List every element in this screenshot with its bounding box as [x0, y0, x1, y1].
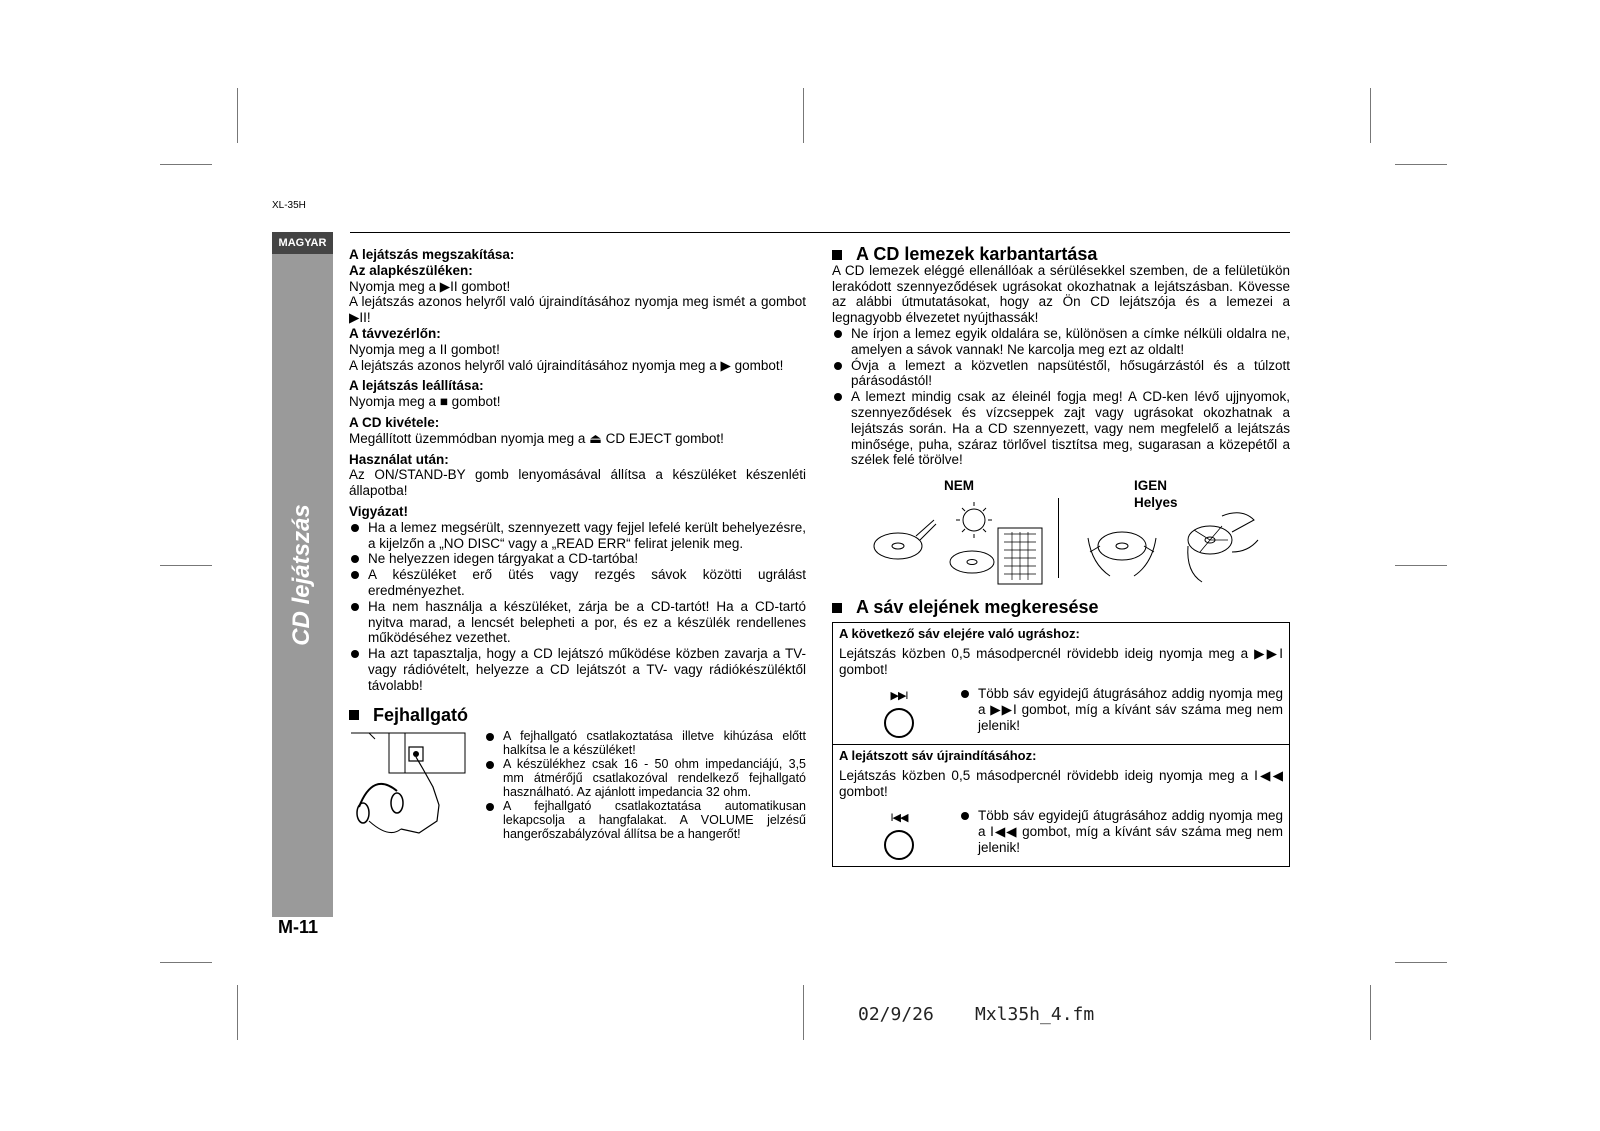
prev-multi: Több sáv egyidejű átugrásához addig nyomja meg a I◀◀ gombot, míg a kívánt sáv száma meg nem jelenik!: [959, 808, 1283, 860]
figure-divider: [1058, 498, 1059, 578]
track-title: A sáv elejének megkeresése: [856, 597, 1099, 618]
caution-item: Ha nem használja a készüléket, zárja be a CD-tartót! Ha a CD-tartó nyitva marad, a lencsét belepheti a por, és ez a készülék rendellenes működéséhez vezethet.: [349, 599, 806, 646]
prev-multi-row: [839, 808, 1283, 860]
wrong-handling-icon: [872, 492, 1052, 588]
label-correct: Helyes: [1134, 495, 1178, 511]
prev-track-section: [833, 745, 1289, 866]
headphone-notes: [484, 729, 806, 848]
eject-text: Megállított üzemmódban nyomja meg a ⏏ CD EJECT gombot!: [349, 430, 724, 446]
care-intro: A CD lemezek eléggé ellenállóak a sérülésekkel szemben, de a felületükön lerakódott szennyeződések ugrásokat okozhatnak a lejátszásban. Kövesse az alábbi útmutatásokat, hogy az Ön CD lejátszója és a lemezei a legnagyobb élvezetet nyújthassák!: [832, 262, 1290, 326]
headphone-item: A készülékhez csak 16 - 50 ohm impedanciájú, 3,5 mm átmérőjű csatlakozóval rendelkező fejhallgató használható. Az ajánlott impedancia 32 ohm.: [484, 757, 806, 799]
stop-title: A lejátszás leállítása:: [349, 378, 484, 394]
interrupt-title: A lejátszás megszakítása:: [349, 247, 515, 262]
on-unit-line1: Nyomja meg a ▶II gombot!: [349, 278, 511, 294]
headphone-section: [349, 729, 806, 848]
next-track-section: [833, 623, 1289, 744]
headphone-item: A fejhallgató csatlakoztatása automatikusan lekapcsolja a hangfalakat. A VOLUME jelzésű hangerőszabályzóval állítsa be a hangerőt!: [484, 799, 806, 841]
eject-title: A CD kivétele:: [349, 414, 440, 430]
care-item: Ne írjon a lemez egyik oldalára se, különösen a címke nélküli oldalra ne, amelyen a sávok vannak! Ne karcolja meg ezt az oldalt!: [832, 326, 1290, 358]
next-title: A következő sáv elejére való ugráshoz:: [839, 625, 1080, 641]
caution-item: Ha azt tapasztalja, hogy a CD lejátszó működése közben zavarja a TV- vagy rádióvételt, helyezze a CD lejátszót a TV- vagy rádiókészüléktől távolabb!: [349, 646, 806, 693]
footer-date: 02/9/26: [858, 1004, 934, 1025]
on-unit-line2: A lejátszás azonos helyről való újraindításához nyomja meg ismét a gombot ▶II!: [349, 294, 806, 326]
knob-icon: [884, 708, 914, 738]
on-unit-title: Az alapkészüléken:: [349, 262, 473, 278]
next-button-illustration: [839, 686, 959, 738]
language-tab: MAGYAR: [272, 232, 333, 254]
prev-title: A lejátszott sáv újraindításához:: [839, 747, 1037, 763]
care-title: A CD lemezek karbantartása: [856, 244, 1098, 264]
square-bullet-icon: [832, 603, 842, 613]
skip-forward-icon: ▶▶I: [890, 689, 908, 702]
prev-button-illustration: [839, 808, 959, 860]
right-column: [832, 244, 1290, 867]
remote-line2: A lejátszás azonos helyről való újraindításához nyomja meg a ▶ gombot!: [349, 357, 784, 373]
caution-item: Ne helyezzen idegen tárgyakat a CD-tartóba!: [349, 551, 806, 567]
care-item: Óvja a lemezt a közvetlen napsütéstől, hősugárzástól és a túlzott párásodástól!: [832, 358, 1290, 390]
square-bullet-icon: [349, 710, 359, 720]
crop-mark: [1395, 962, 1447, 963]
caution-item: A készüléket erő ütés vagy rezgés sávok közötti ugrálást eredményezhet.: [349, 567, 806, 599]
care-heading: [832, 244, 1290, 264]
skip-back-icon: I◀◀: [890, 811, 908, 824]
crop-mark: [1370, 985, 1371, 1040]
crop-mark: [1395, 164, 1447, 165]
disc-handling-figure: [832, 478, 1290, 590]
headphone-title: Fejhallgató: [373, 704, 469, 725]
correct-handling-icon: [1082, 496, 1272, 588]
headphone-illustration: [349, 729, 484, 848]
prev-text: Lejátszás közben 0,5 másodpercnél rövidebb ideig nyomja meg a I◀◀ gombot!: [839, 767, 1283, 799]
crop-mark: [237, 985, 238, 1040]
next-text: Lejátszás közben 0,5 másodpercnél rövidebb ideig nyomja meg a ▶▶I gombot!: [839, 645, 1283, 677]
care-item: A lemezt mindig csak az éleinél fogja meg! A CD-ken lévő ujjnyomok, szennyeződések és vízcseppek zajt vagy ugrásokat okozhatnak a lejátszás során. Ha a CD szennyezett, vagy nem megfelelő a lejátszás minősége, puha, száraz törlővel tisztítsa meg, sugarasan a közepétől a szélek felé törölve!: [832, 389, 1290, 468]
after-text: Az ON/STAND-BY gomb lenyomásával állítsa a készüléket készenléti állapotba!: [349, 467, 806, 499]
crop-mark: [803, 88, 804, 143]
section-title: CD lejátszás: [288, 504, 315, 646]
remote-title: A távvezérlőn:: [349, 325, 441, 341]
crop-mark: [160, 962, 212, 963]
crop-mark: [1395, 565, 1447, 566]
model-number: XL-35H: [272, 200, 306, 211]
label-yes: IGEN: [1134, 478, 1168, 494]
knob-icon: [884, 830, 914, 860]
track-search-box: [832, 622, 1290, 867]
next-multi: Több sáv egyidejű átugrásához addig nyomja meg a ▶▶I gombot, míg a kívánt sáv száma meg nem jelenik!: [959, 686, 1283, 738]
track-heading: [832, 597, 1290, 618]
crop-mark: [1370, 88, 1371, 143]
remote-line1: Nyomja meg a II gombot!: [349, 341, 500, 357]
page-number: M-11: [278, 917, 319, 937]
crop-mark: [237, 88, 238, 143]
label-no: NEM: [944, 478, 974, 494]
caution-item: Ha a lemez megsérült, szennyezett vagy fejjel lefelé került behelyezésre, a kijelzőn a „NO DISC“ vagy a „READ ERR“ felirat jelenik meg.: [349, 520, 806, 552]
headphone-item: A fejhallgató csatlakoztatása illetve kihúzása előtt halkítsa le a készüléket!: [484, 729, 806, 757]
crop-mark: [160, 565, 212, 566]
headphone-icon: [349, 729, 469, 844]
crop-mark: [803, 985, 804, 1040]
square-bullet-icon: [832, 250, 842, 260]
header-rule: [350, 232, 1290, 233]
caution-title: Vigyázat!: [349, 503, 409, 519]
crop-mark: [160, 164, 212, 165]
footer-filename: Mxl35h_4.fm: [975, 1004, 1095, 1025]
left-column: [349, 247, 806, 848]
after-title: Használat után:: [349, 451, 449, 467]
stop-text: Nyomja meg a ■ gombot!: [349, 394, 501, 410]
next-multi-row: [839, 686, 1283, 738]
headphone-heading: [349, 704, 806, 725]
